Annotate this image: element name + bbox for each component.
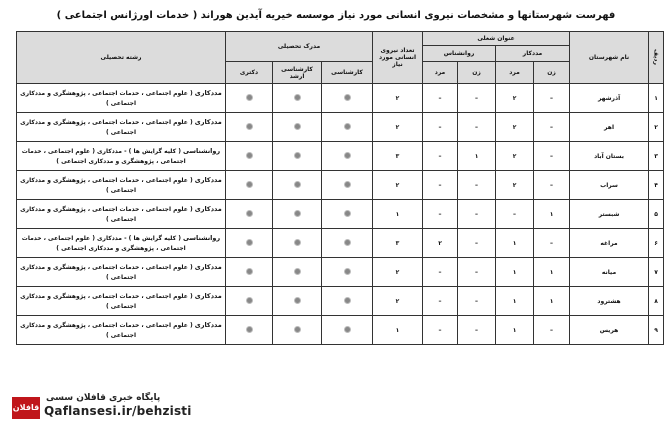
bachelor-mark — [322, 258, 373, 287]
master-mark — [273, 316, 322, 345]
sw-female: – — [534, 113, 570, 142]
total-needed: ۲ — [373, 287, 423, 316]
field-main: مددکاری — [194, 88, 222, 97]
dot-icon — [294, 123, 301, 130]
sw-male: ۱ — [496, 258, 534, 287]
phd-mark — [226, 142, 273, 171]
sw-female: ۱ — [534, 287, 570, 316]
bachelor-mark — [322, 84, 373, 113]
dot-icon — [344, 152, 351, 159]
table-row — [17, 142, 664, 171]
field-main: مددکاری — [194, 175, 222, 184]
field-of-study — [17, 287, 226, 316]
dot-icon — [246, 152, 253, 159]
table-row — [17, 287, 664, 316]
phd-mark — [226, 171, 273, 200]
ps-female: – — [458, 113, 496, 142]
sw-male: ۲ — [496, 84, 534, 113]
total-needed: ۲ — [373, 84, 423, 113]
row-number: ۲ — [649, 113, 664, 142]
field-of-study — [17, 200, 226, 229]
header-master: کارشناسی ارشد — [273, 62, 322, 84]
ps-male: – — [423, 171, 458, 200]
sw-female: – — [534, 84, 570, 113]
field-main: مددکاری — [194, 117, 222, 126]
field-of-study — [17, 316, 226, 345]
phd-mark — [226, 316, 273, 345]
sw-male: ۱ — [496, 287, 534, 316]
master-mark — [273, 200, 322, 229]
dot-icon — [294, 297, 301, 304]
city-name: شبستر — [570, 200, 649, 229]
bachelor-mark — [322, 171, 373, 200]
header-social-worker: مددکار — [496, 46, 570, 62]
table-row — [17, 229, 664, 258]
sw-female: – — [534, 142, 570, 171]
page-title: فهرست شهرستانها و مشخصات نیروی انسانی مورد نیاز موسسه خیریه آیدین هوراند ( خدمات اورژانس اجتماعی ) — [56, 10, 616, 21]
city-name: هریس — [570, 316, 649, 345]
dot-icon — [294, 181, 301, 188]
bachelor-mark — [322, 113, 373, 142]
ps-male: – — [423, 113, 458, 142]
watermark-logo: قافلان — [12, 397, 40, 419]
dot-icon — [246, 297, 253, 304]
header-city: نام شهرستان — [570, 32, 649, 84]
field-of-study — [17, 142, 226, 171]
city-name: بستان آباد — [570, 142, 649, 171]
row-number: ۵ — [649, 200, 664, 229]
field-detail: ( علوم اجتماعی ، خدمات اجتماعی ، پژوهشگری و مددکاری اجتماعی ) — [20, 176, 193, 194]
master-mark — [273, 84, 322, 113]
header-ps-female: زن — [458, 62, 496, 84]
dot-icon — [294, 239, 301, 246]
dot-icon — [246, 210, 253, 217]
ps-male: – — [423, 84, 458, 113]
dot-icon — [344, 181, 351, 188]
sw-female: ۱ — [534, 258, 570, 287]
field-of-study — [17, 84, 226, 113]
sw-female: – — [534, 171, 570, 200]
total-needed: ۳ — [373, 142, 423, 171]
field-main: مددکاری — [194, 204, 222, 213]
ps-female: – — [458, 258, 496, 287]
dot-icon — [344, 268, 351, 275]
table-row — [17, 84, 664, 113]
dot-icon — [246, 123, 253, 130]
dot-icon — [344, 326, 351, 333]
field-detail: ( کلیه گرایش ها ) - مددکاری ( علوم اجتماعی ، خدمات اجتماعی ، پژوهشگری و مددکاری اجتماعی ) — [21, 234, 186, 252]
header-total: تعداد نیروی انسانی مورد نیاز — [373, 32, 423, 84]
bachelor-mark — [322, 316, 373, 345]
city-name: مراغه — [570, 229, 649, 258]
master-mark — [273, 258, 322, 287]
bachelor-mark — [322, 200, 373, 229]
sw-female: – — [534, 316, 570, 345]
field-main: روانشناسی — [183, 146, 221, 155]
master-mark — [273, 113, 322, 142]
sw-male: ۲ — [496, 113, 534, 142]
sw-male: ۲ — [496, 171, 534, 200]
master-mark — [273, 171, 322, 200]
city-name: هشترود — [570, 287, 649, 316]
field-of-study — [17, 229, 226, 258]
header-field: رشته تحصیلی — [17, 32, 226, 84]
phd-mark — [226, 258, 273, 287]
ps-female: ۱ — [458, 142, 496, 171]
field-of-study — [17, 258, 226, 287]
dot-icon — [294, 326, 301, 333]
ps-female: – — [458, 229, 496, 258]
ps-female: – — [458, 316, 496, 345]
field-detail: ( کلیه گرایش ها ) - مددکاری ( علوم اجتماعی ، خدمات اجتماعی ، پژوهشگری و مددکاری اجتماعی ) — [21, 147, 186, 165]
dot-icon — [294, 152, 301, 159]
table-row — [17, 171, 664, 200]
dot-icon — [344, 239, 351, 246]
staff-table — [16, 31, 664, 345]
phd-mark — [226, 113, 273, 142]
sw-male: ۲ — [496, 142, 534, 171]
ps-female: – — [458, 287, 496, 316]
header-ps-male: مرد — [423, 62, 458, 84]
ps-male: – — [423, 287, 458, 316]
dot-icon — [344, 94, 351, 101]
field-detail: ( علوم اجتماعی ، خدمات اجتماعی ، پژوهشگری و مددکاری اجتماعی ) — [20, 89, 193, 107]
master-mark — [273, 287, 322, 316]
row-number: ۶ — [649, 229, 664, 258]
field-main: مددکاری — [194, 262, 222, 271]
total-needed: ۳ — [373, 229, 423, 258]
ps-male: ۲ — [423, 229, 458, 258]
watermark-url[interactable]: Qaflansesi.ir/behzisti — [44, 404, 192, 418]
table-row — [17, 316, 664, 345]
bachelor-mark — [322, 287, 373, 316]
table-row — [17, 200, 664, 229]
table-row — [17, 258, 664, 287]
field-detail: ( علوم اجتماعی ، خدمات اجتماعی ، پژوهشگری و مددکاری اجتماعی ) — [20, 205, 193, 223]
bachelor-mark — [322, 229, 373, 258]
field-main: مددکاری — [194, 291, 222, 300]
table-row — [17, 113, 664, 142]
dot-icon — [246, 94, 253, 101]
city-name: میانه — [570, 258, 649, 287]
header-sw-male: مرد — [496, 62, 534, 84]
field-detail: ( علوم اجتماعی ، خدمات اجتماعی ، پژوهشگری و مددکاری اجتماعی ) — [20, 263, 193, 281]
sw-male: – — [496, 200, 534, 229]
field-detail: ( علوم اجتماعی ، خدمات اجتماعی ، پژوهشگری و مددکاری اجتماعی ) — [20, 118, 193, 136]
header-job-title: عنوان شغلی — [423, 32, 570, 46]
field-detail: ( علوم اجتماعی ، خدمات اجتماعی ، پژوهشگری و مددکاری اجتماعی ) — [20, 292, 193, 310]
field-main: مددکاری — [194, 320, 222, 329]
dot-icon — [294, 94, 301, 101]
dot-icon — [294, 210, 301, 217]
dot-icon — [246, 326, 253, 333]
total-needed: ۲ — [373, 113, 423, 142]
sw-female: ۱ — [534, 200, 570, 229]
dot-icon — [246, 268, 253, 275]
dot-icon — [344, 210, 351, 217]
dot-icon — [294, 268, 301, 275]
dot-icon — [246, 181, 253, 188]
row-number: ۴ — [649, 171, 664, 200]
ps-male: – — [423, 200, 458, 229]
watermark-text: پایگاه خبری قافلان سسی — [46, 393, 161, 403]
sw-male: ۱ — [496, 316, 534, 345]
row-number: ۱ — [649, 84, 664, 113]
total-needed: ۲ — [373, 171, 423, 200]
header-sw-female: زن — [534, 62, 570, 84]
ps-male: – — [423, 142, 458, 171]
city-name: اهر — [570, 113, 649, 142]
field-of-study — [17, 113, 226, 142]
phd-mark — [226, 229, 273, 258]
ps-female: – — [458, 84, 496, 113]
field-of-study — [17, 171, 226, 200]
phd-mark — [226, 84, 273, 113]
ps-female: – — [458, 171, 496, 200]
field-main: روانشناسی — [183, 233, 221, 242]
ps-female: – — [458, 200, 496, 229]
row-number: ۳ — [649, 142, 664, 171]
header-bachelor: کارشناسی — [322, 62, 373, 84]
city-name: آذرشهر — [570, 84, 649, 113]
city-name: سراب — [570, 171, 649, 200]
phd-mark — [226, 287, 273, 316]
row-number: ۷ — [649, 258, 664, 287]
header-row-no: ردیف — [649, 32, 664, 84]
header-phd: دکتری — [226, 62, 273, 84]
header-degree: مدرک تحصیلی — [226, 32, 373, 62]
dot-icon — [246, 239, 253, 246]
header-psychologist: روانشناس — [423, 46, 496, 62]
bachelor-mark — [322, 142, 373, 171]
sw-female: – — [534, 229, 570, 258]
row-number: ۹ — [649, 316, 664, 345]
total-needed: ۲ — [373, 258, 423, 287]
total-needed: ۱ — [373, 316, 423, 345]
sw-male: ۱ — [496, 229, 534, 258]
ps-male: – — [423, 316, 458, 345]
ps-male: – — [423, 258, 458, 287]
total-needed: ۱ — [373, 200, 423, 229]
dot-icon — [344, 297, 351, 304]
master-mark — [273, 142, 322, 171]
row-number: ۸ — [649, 287, 664, 316]
field-detail: ( علوم اجتماعی ، خدمات اجتماعی ، پژوهشگری و مددکاری اجتماعی ) — [20, 321, 193, 339]
master-mark — [273, 229, 322, 258]
phd-mark — [226, 200, 273, 229]
dot-icon — [344, 123, 351, 130]
